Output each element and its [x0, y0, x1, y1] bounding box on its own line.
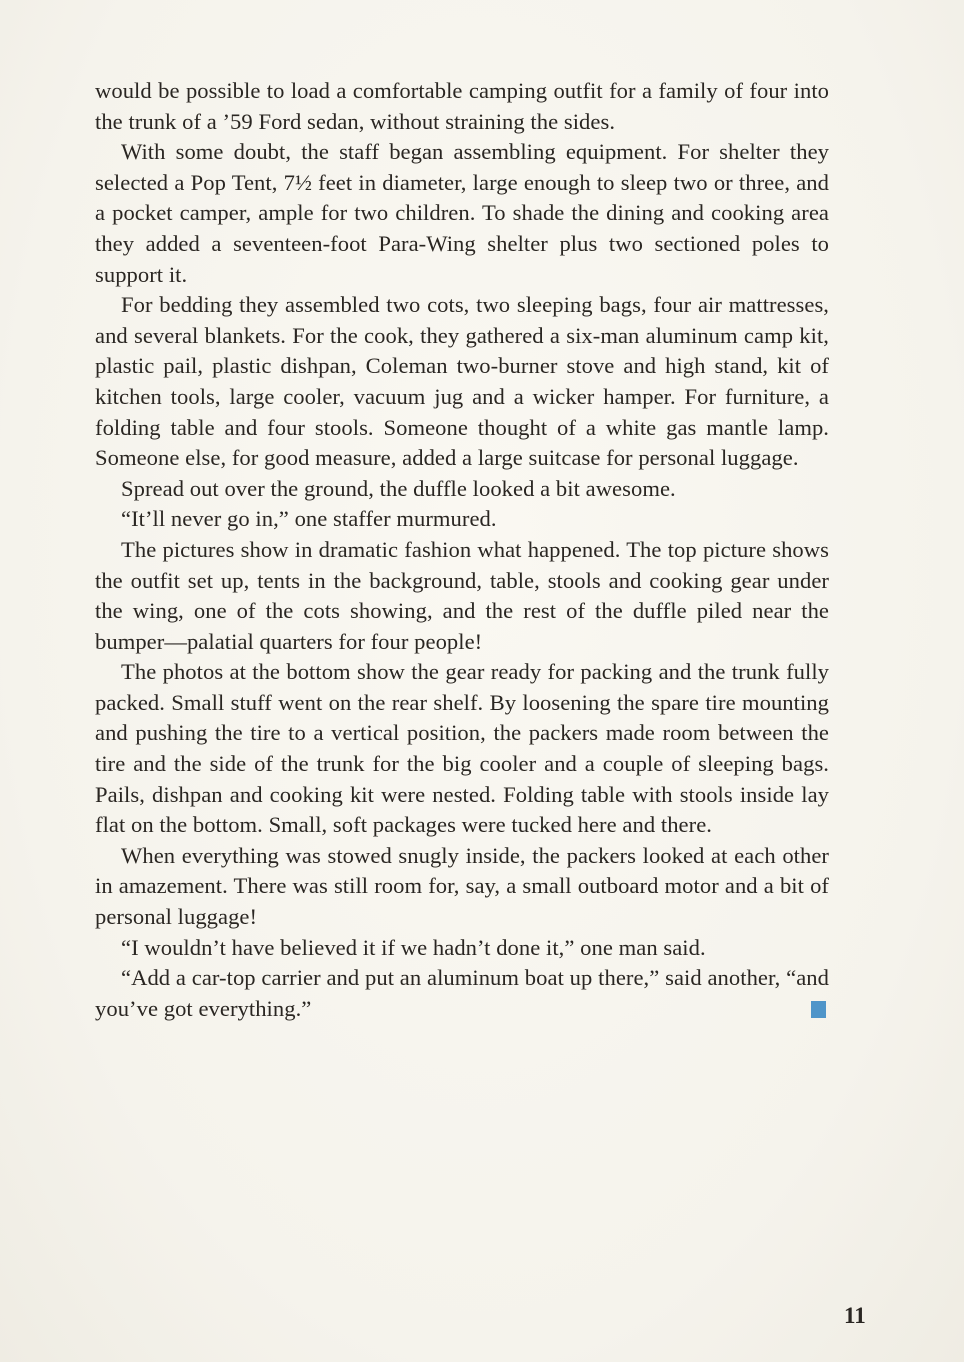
paragraph-bedding-and-cooking: For bedding they assembled two cots, two sleeping bags, four air mattresses, and several blankets. For the cook, they gathered a six-man aluminum camp kit, plastic pail, plastic dishpan, Coleman two-burner stove and high stand, kit of kitchen tools, large cooler, vacuum jug and a wicker hamper. For furniture, a folding table and four stools. Someone thought of a white gas mantle lamp. Someone else, for good measure, added a large suitcase for personal luggage. [95, 292, 829, 471]
paragraph-pictures: The pictures show in dramatic fashion what happened. The top picture shows the outfit set up, tents in the background, table, stools and cooking gear under the wing, one of the cots showing, and the rest of the duffle piled near the bumper—palatial quarters for four people! [95, 536, 829, 654]
paragraph-man-quote: “I wouldn’t have believed it if we hadn’t done it,” one man said. [121, 934, 706, 960]
final-quote-text: “Add a car-top carrier and put an aluminum boat up there,” said another, “and you’ve got everything.” [95, 965, 829, 1021]
paragraph-amazement: When everything was stowed snugly inside, the packers looked at each other in amazement. There was still room for, say, a small outboard motor and a bit of personal luggage! [95, 842, 829, 930]
paragraph-duffle-spread: Spread out over the ground, the duffle looked a bit awesome. [121, 475, 676, 501]
body-text [95, 76, 829, 1024]
paragraph-photos-packing: The photos at the bottom show the gear ready for packing and the trunk fully packed. Small stuff went on the rear shelf. By loosening the spare tire mounting and pushing the tire to a vertical position, the packers made room between the tire and the side of the trunk for the big cooler and a couple of sleeping bags. Pails, dishpan and cooking kit were nested. Folding table with stools inside lay flat on the bottom. Small, soft packages were tucked here and there. [95, 659, 829, 838]
paragraph-assembling-equipment: With some doubt, the staff began assembling equipment. For shelter they selected a Pop Tent, 7½ feet in diameter, large enough to sleep two or three, and a pocket camper, ample for two children. To shade the dining and cooking area they added a seventeen-foot Para-Wing shelter plus two sectioned poles to support it. [95, 139, 829, 287]
paragraph-continuation: would be possible to load a comfortable camping outfit for a family of four into the trunk of a ’59 Ford sedan, without straining the sides. [95, 78, 829, 134]
page-number: 11 [844, 1303, 866, 1328]
end-of-article-square-icon [811, 1001, 826, 1018]
paragraph-staffer-quote: “It’ll never go in,” one staffer murmured. [121, 506, 497, 532]
paragraph-final-quote [95, 963, 829, 1024]
